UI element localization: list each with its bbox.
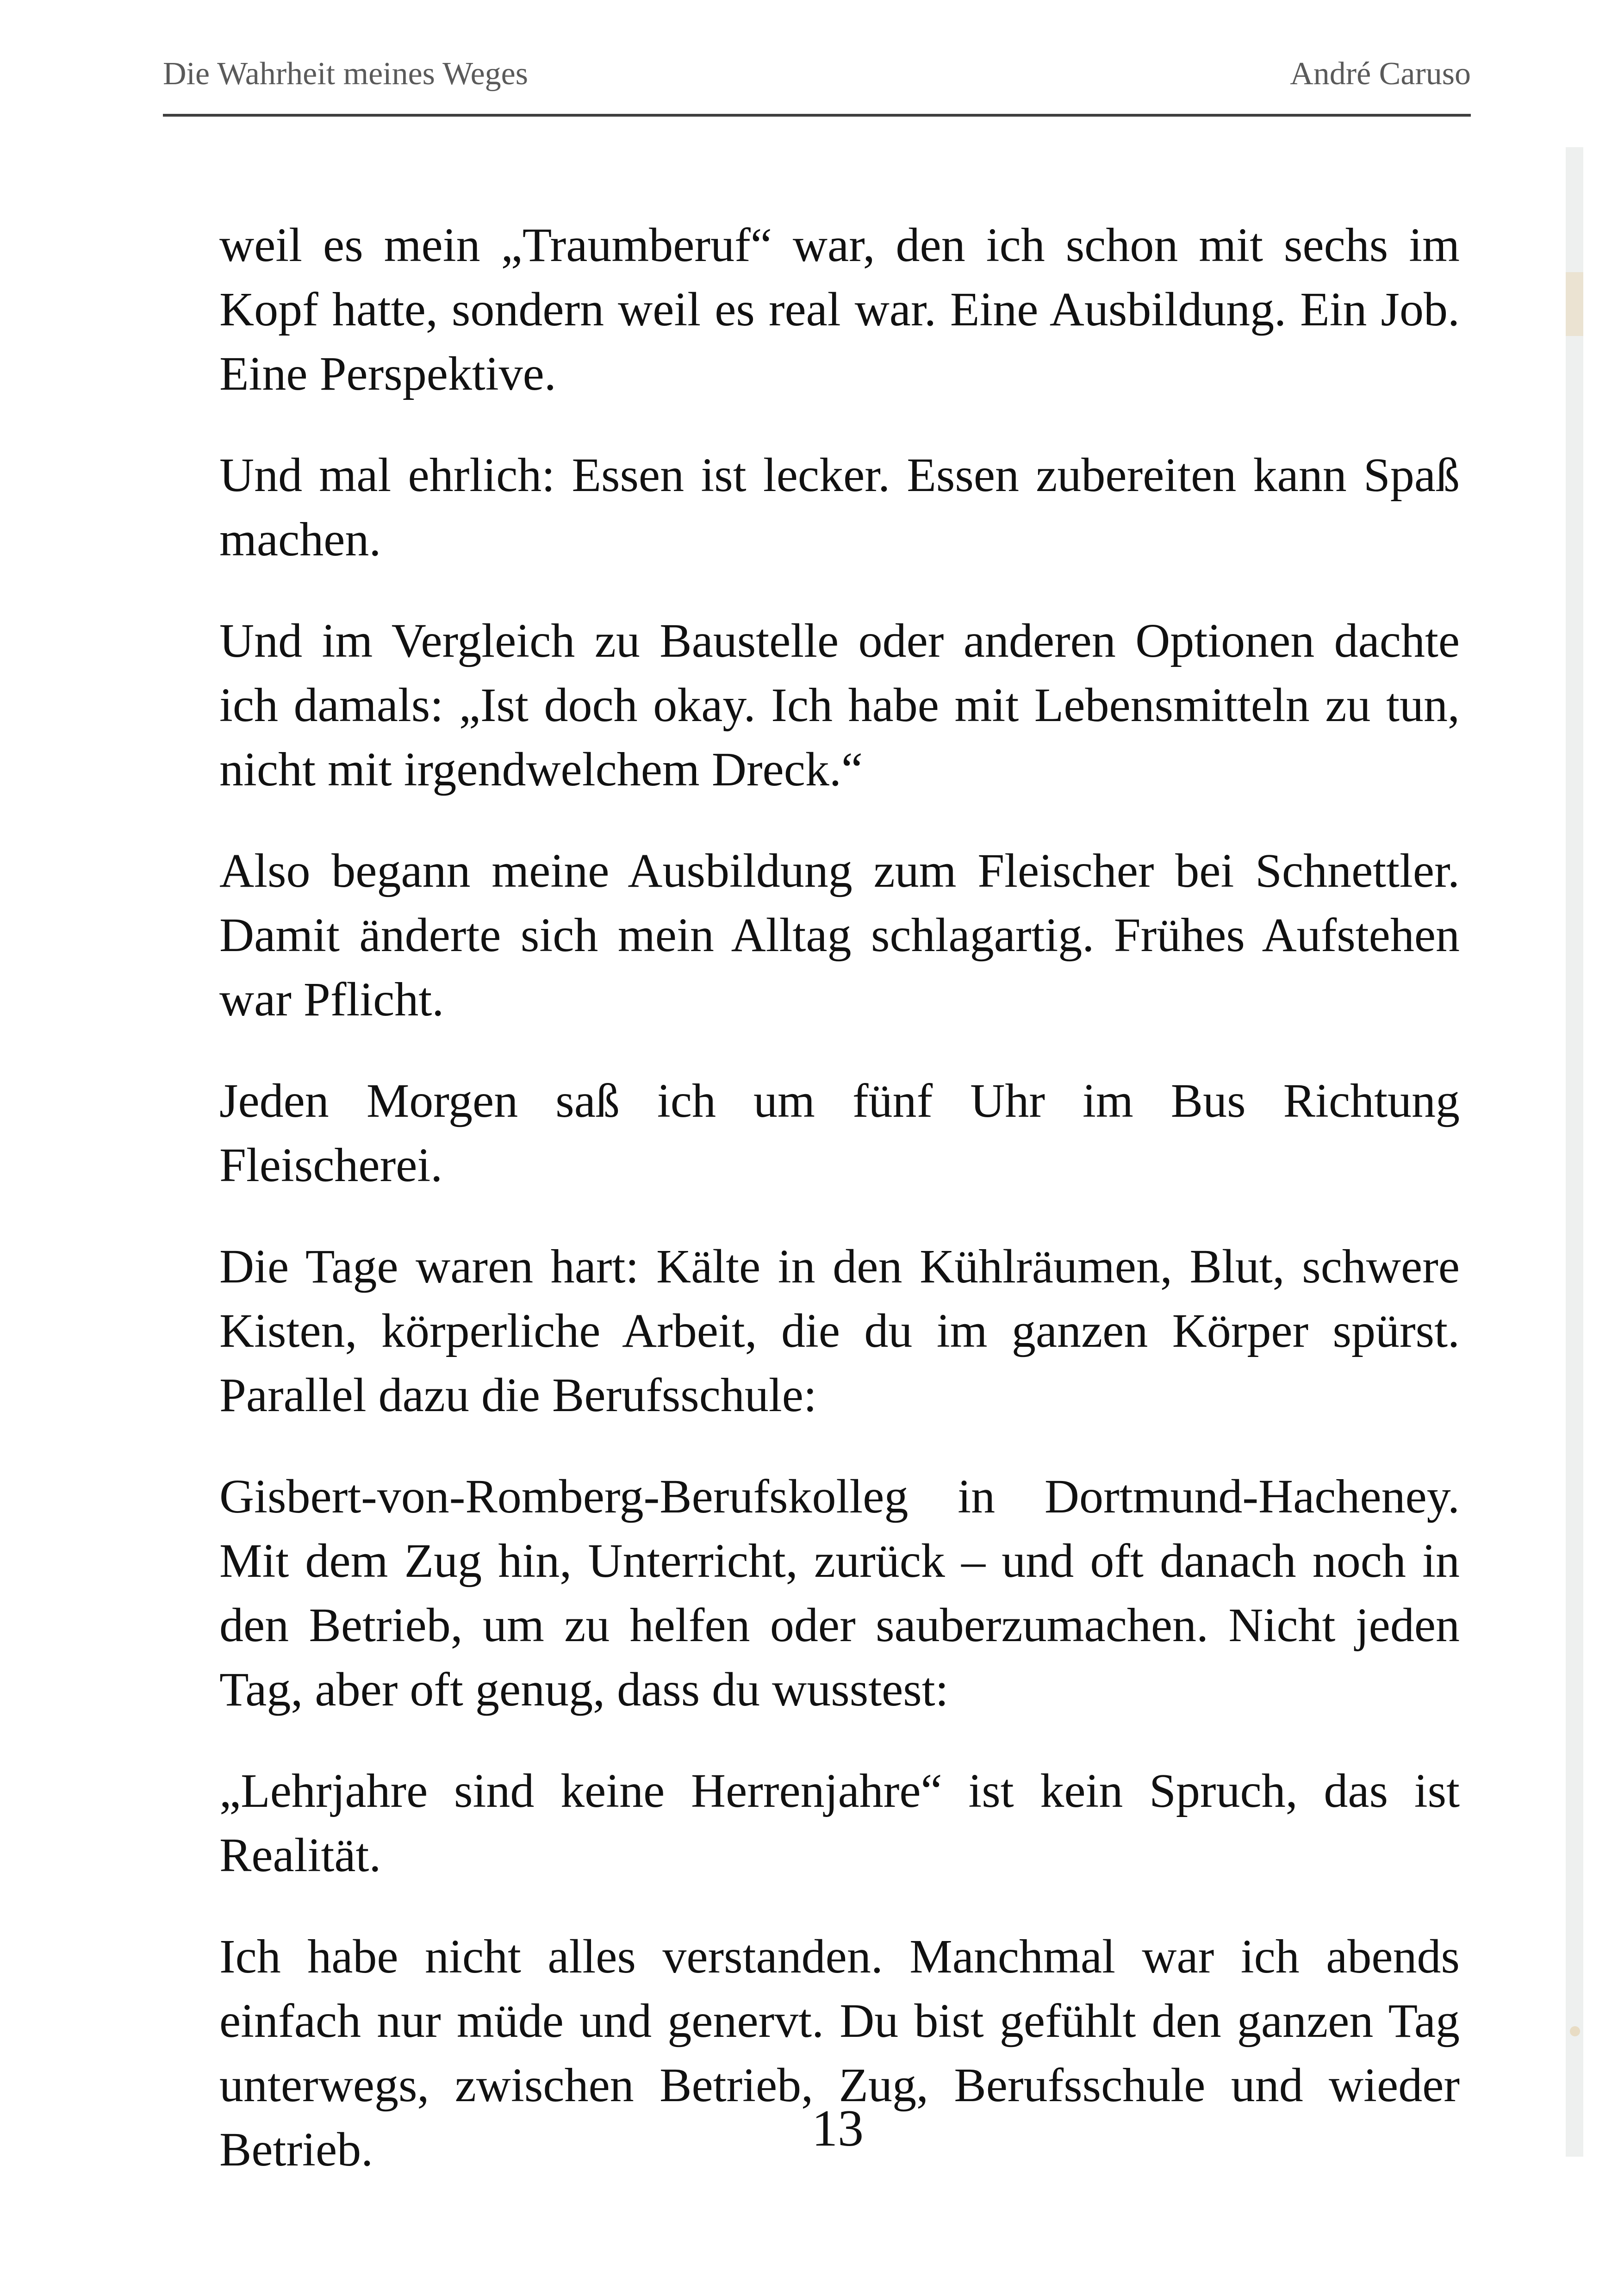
paragraph-1: weil es mein „Traumberuf“ war, den ich schon mit sechs im Kopf hatte, sondern weil es real war. Eine Ausbildung. Ein Job. Eine Perspektive. — [219, 218, 1460, 400]
paragraph-5: Jeden Morgen saß ich um fünf Uhr im Bus Richtung Fleischerei. — [219, 1074, 1460, 1192]
body-text — [219, 213, 1460, 2219]
scroll-marker — [1570, 2026, 1580, 2036]
scrollbar[interactable] — [1566, 147, 1583, 2157]
paragraph-2: Und mal ehrlich: Essen ist lecker. Essen zubereiten kann Spaß machen. — [219, 448, 1460, 566]
scrollbar-thumb[interactable] — [1566, 272, 1583, 336]
book-title: Die Wahrheit meines Weges — [163, 56, 528, 92]
paragraph-8: „Lehrjahre sind keine Herrenjahre“ ist kein Spruch, das ist Realität. — [219, 1764, 1460, 1882]
paragraph-7: Gisbert-von-Romberg-Berufskolleg in Dortmund-Hacheney. Mit dem Zug hin, Unterricht, zurück – und oft danach noch in den Betrieb, um zu helfen oder sauberzumachen. Nicht jeden Tag, aber oft genug, dass du wusstest: — [219, 1470, 1460, 1716]
page-header — [163, 52, 1471, 117]
paragraph-6: Die Tage waren hart: Kälte in den Kühlräumen, Blut, schwere Kisten, körperliche Arbeit, die du im ganzen Körper spürst. Parallel dazu die Berufsschule: — [219, 1240, 1460, 1422]
paragraph-9: Ich habe nicht alles verstanden. Manchmal war ich abends einfach nur müde und genervt. Du bist gefühlt den ganzen Tag unterwegs, zwischen Betrieb, Zug, Berufsschule und wieder Betrieb. — [219, 1930, 1460, 2176]
paragraph-3: Und im Vergleich zu Baustelle oder anderen Optionen dachte ich damals: „Ist doch okay. Ich habe mit Lebensmitteln zu tun, nicht mit irgendwelchem Dreck.“ — [219, 614, 1460, 796]
author-name: André Caruso — [1290, 56, 1471, 92]
paragraph-4: Also begann meine Ausbildung zum Fleischer bei Schnettler. Damit änderte sich mein Alltag schlagartig. Frühes Aufstehen war Pflicht. — [219, 844, 1460, 1026]
page-number: 13 — [812, 2100, 864, 2157]
